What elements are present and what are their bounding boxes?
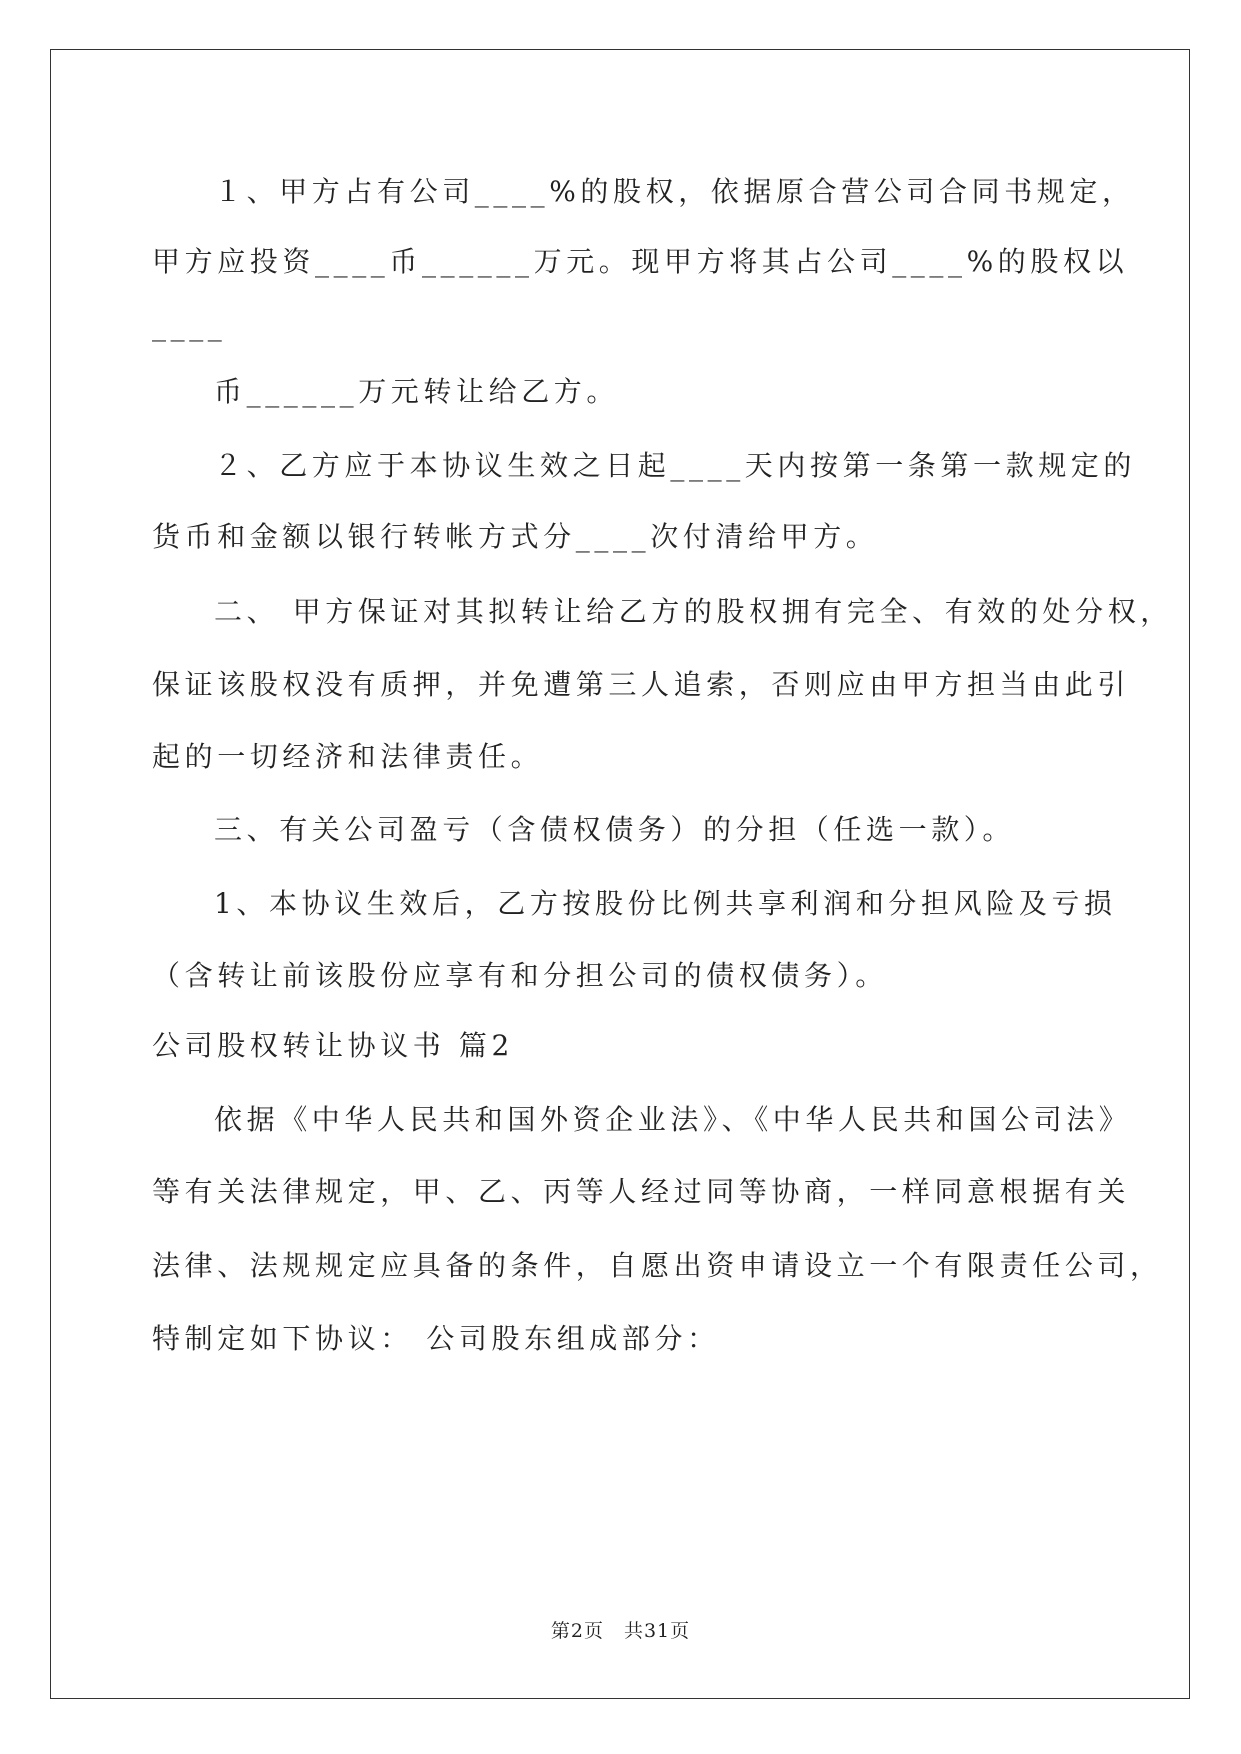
section-heading: 公司股权转让协议书 篇2 [152,1029,514,1062]
paragraph-line: 特制定如下协议： 公司股东组成部分： [152,1322,720,1355]
paragraph-line: 等有关法律规定，甲、乙、丙等人经过同等协商，一样同意根据有关 [152,1175,1131,1208]
paragraph-line: 依据《中华人民共和国外资企业法》、《中华人民共和国公司法》 [214,1103,1132,1136]
paragraph-line: 起的一切经济和法律责任。 [152,740,544,773]
paragraph-line: 甲方应投资____币______万元。现甲方将其占公司____%的股权以 [152,245,1129,278]
paragraph-line: 法律、法规规定应具备的条件，自愿出资申请设立一个有限责任公司， [152,1249,1163,1282]
paragraph-line: ２、乙方应于本协议生效之日起____天内按第一条第一款规定的 [214,449,1137,482]
paragraph-line: （含转让前该股份应享有和分担公司的债权债务）。 [152,959,888,992]
paragraph-line: 货币和金额以银行转帐方式分____次付清给甲方。 [152,520,879,553]
paragraph-line: 二、 甲方保证对其拟转让给乙方的股权拥有完全、有效的处分权， [214,595,1173,628]
page-number: 第2页 共31页 [550,1620,691,1642]
paragraph-line: 1、本协议生效后，乙方按股份比例共享利润和分担风险及亏损 [214,887,1117,920]
paragraph-line: 保证该股权没有质押，并免遭第三人追索，否则应由甲方担当由此引 [152,668,1131,701]
paragraph-line: ____ [152,309,227,342]
paragraph-line: 币______万元转让给乙方。 [214,375,620,408]
page-border [50,49,1190,1699]
paragraph-line: １、甲方占有公司____%的股权，依据原合营公司合同书规定， [214,175,1135,208]
paragraph-line: 三、有关公司盈亏（含债权债务）的分担（任选一款）。 [214,813,1016,846]
